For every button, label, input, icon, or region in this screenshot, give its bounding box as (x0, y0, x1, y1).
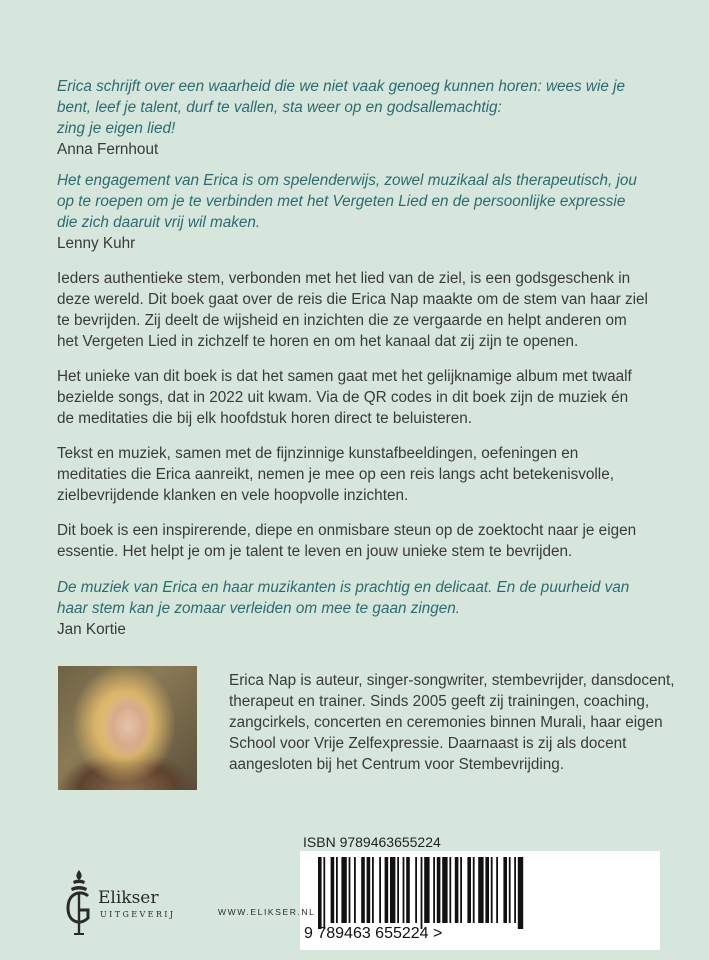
barcode-bar (424, 857, 429, 923)
barcode-bar (518, 857, 523, 929)
barcode-bar (372, 857, 374, 923)
quote-line: die zich daaruit vrij wil maken. (57, 214, 261, 231)
barcode-bar (449, 857, 451, 923)
barcode-bar (349, 857, 351, 923)
barcode-bar (354, 857, 356, 923)
barcode (300, 851, 660, 950)
paragraph-line: de meditaties die bij elk hoofdstuk horen direct te beluisteren. (57, 410, 472, 427)
barcode-bar (341, 857, 346, 923)
barcode-bar (403, 857, 405, 923)
quote-line: Erica schrijft over een waarheid die we niet vaak genoeg kunnen horen: wees wie je (57, 78, 626, 95)
barcode-bar (331, 857, 335, 923)
paragraph-line: zielbevrijdende klanken en vele hoopvolle inzichten. (57, 487, 409, 504)
barcode-bar (390, 857, 395, 923)
quote-line: Het engagement van Erica is om spelenderwijs, zowel muzikaal als therapeutisch, jou (57, 172, 637, 189)
quote-text (57, 577, 657, 619)
publisher-logo (62, 868, 202, 938)
bio-line: zangcirkels, concerten en ceremonies binnen Murali, haar eigen (229, 714, 663, 731)
barcode-bar (491, 857, 493, 923)
barcode-bar (496, 857, 498, 923)
bio-line: aangesloten bij het Centrum voor Stembevrijding. (229, 756, 565, 773)
barcode-bar (514, 857, 516, 923)
barcode-bars (308, 857, 652, 929)
paragraph-line: Dit boek is een inspirerende, diepe en onmisbare steun op de zoektocht naar je eigen (57, 522, 637, 539)
quote-line: bent, leef je talent, durf te vallen, sta weer op en godsallemachtig: (57, 99, 502, 116)
author-bio (229, 670, 675, 775)
quote-author: Jan Kortie (57, 621, 126, 638)
bio-line: School voor Vrije Zelfexpressie. Daarnaast is zij als docent (229, 735, 627, 752)
paragraph-intro (57, 268, 657, 352)
paragraph-line: Ieders authentieke stem, verbonden met het lied van de ziel, is een godsgeschenk in (57, 270, 631, 287)
barcode-bar (478, 857, 483, 923)
publisher-website: WWW.ELIKSER.NL (218, 907, 316, 917)
quote-text (57, 76, 657, 139)
quote-text (57, 170, 657, 233)
barcode-bar (318, 857, 322, 929)
paragraph-line: bezielde songs, dat in 2022 uit kwam. Via de QR codes in dit boek zijn de muziek én (57, 389, 629, 406)
quote-anna-fernhout (57, 76, 657, 160)
barcode-bar (379, 857, 381, 923)
barcode-bar (397, 857, 399, 923)
paragraph-line: meditaties die Erica aanreikt, nemen je mee op een reis langs acht betekenisvolle, (57, 466, 614, 483)
paragraph-line: te bevrijden. Zij deelt de wijsheid en inzichten die ze vergaarde en helpt anderen om (57, 312, 627, 329)
barcode-bar (437, 857, 441, 923)
paragraph-line: het Vergeten Lied in zichzelf te horen en om het kanaal dat zij zijn te openen. (57, 333, 579, 350)
quote-jan-kortie (57, 577, 657, 640)
quote-line: zing je eigen lied! (57, 120, 176, 137)
paragraph-line: Tekst en muziek, samen met de fijnzinnige kunstafbeeldingen, oefeningen en (57, 445, 579, 462)
barcode-bar (336, 857, 338, 923)
barcode-bar (509, 857, 511, 923)
barcode-bar (442, 857, 447, 923)
paragraph-essence (57, 520, 657, 562)
quote-lenny-kuhr (57, 170, 657, 254)
barcode-bar (485, 857, 489, 923)
barcode-bar (415, 857, 417, 923)
paragraph-album (57, 366, 657, 429)
barcode-bar (385, 857, 389, 923)
paragraph-line: essentie. Het helpt je om je talent te leven en jouw unieke stem te bevrijden. (57, 543, 573, 560)
barcode-bar (421, 857, 423, 929)
paragraph-line: deze wereld. Dit boek gaat over de reis die Erica Nap maakte om de stem van haar ziel (57, 291, 648, 308)
publisher-name: Elikser (98, 888, 159, 908)
barcode-bar (433, 857, 435, 923)
paragraph-line: Het unieke van dit boek is dat het samen gaat met het gelijknamige album met twaalf (57, 368, 632, 385)
barcode-bar (361, 857, 365, 923)
barcode-bar (467, 857, 471, 923)
quote-line: haar stem kan je zomaar verleiden om mee te gaan zingen. (57, 600, 461, 617)
quote-line: op te roepen om je te verbinden met het Vergeten Lied en de persoonlijke expressie (57, 193, 626, 210)
elikser-emblem-icon (62, 868, 96, 938)
barcode-bar (460, 857, 462, 923)
author-photo (58, 666, 197, 790)
bio-line: Erica Nap is auteur, singer-songwriter, stembevrijder, dansdocent, (229, 672, 675, 689)
paragraph-journey (57, 443, 657, 506)
barcode-digits: 9 789463 655224 > (304, 925, 443, 942)
quote-author: Anna Fernhout (57, 141, 159, 158)
barcode-bar (367, 857, 371, 923)
isbn-label: ISBN 9789463655224 (303, 834, 441, 850)
barcode-bar (473, 857, 475, 923)
barcode-bar (503, 857, 507, 923)
quote-line: De muziek van Erica en haar muzikanten is prachtig en delicaat. En de puurheid van (57, 579, 630, 596)
publisher-subtitle: UITGEVERIJ (100, 910, 176, 919)
barcode-bar (455, 857, 459, 923)
bio-line: therapeut en trainer. Sinds 2005 geeft zij trainingen, coaching, (229, 693, 650, 710)
barcode-bar (323, 857, 325, 929)
quote-author: Lenny Kuhr (57, 235, 136, 252)
barcode-bar (406, 857, 410, 923)
